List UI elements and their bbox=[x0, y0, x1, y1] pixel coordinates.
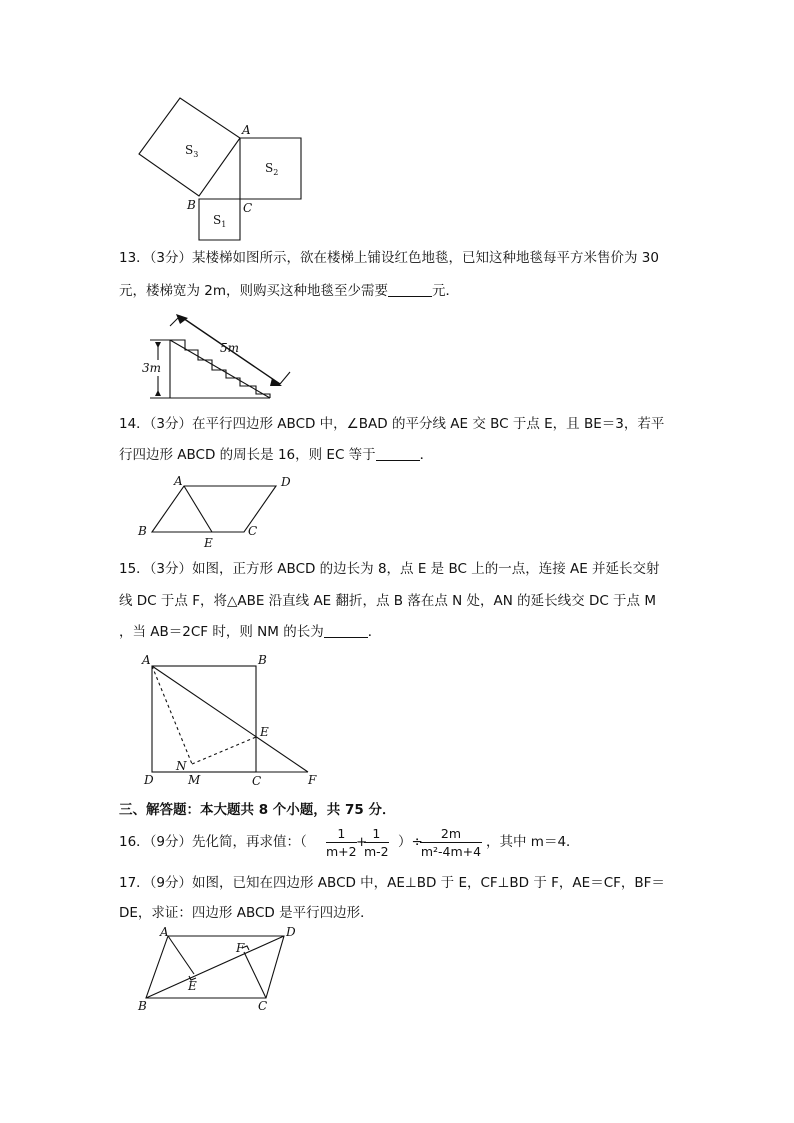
label-f: F bbox=[308, 773, 317, 787]
slope-label: 5m bbox=[220, 341, 240, 355]
label-f: F bbox=[236, 941, 245, 955]
q15-line1: 15．（3分）如图，正方形 ABCD 的边长为 8，点 E 是 BC 上的一点，连接 AE 并延长交射 bbox=[119, 561, 660, 577]
height-label: 3m bbox=[142, 361, 162, 375]
label-d: D bbox=[286, 925, 296, 939]
label-b: B bbox=[258, 653, 267, 667]
label-e: E bbox=[260, 725, 269, 739]
label-s2: $S_2$ bbox=[265, 161, 279, 177]
q16-divide: ）÷ bbox=[398, 834, 423, 850]
q15-line3: ，当 AB＝2CF 时，则 NM 的长为 ． bbox=[119, 624, 382, 640]
q16-suffix: ，其中 m＝4． bbox=[486, 834, 580, 850]
label-c: C bbox=[243, 201, 253, 215]
q13-line2: 元，楼梯宽为 2m，则购买这种地毯至少需要 元． bbox=[119, 283, 460, 299]
label-s3: $S_3$ bbox=[185, 143, 199, 159]
answer-blank bbox=[376, 447, 420, 461]
label-b: B bbox=[138, 524, 147, 538]
label-m: M bbox=[188, 773, 201, 787]
quadrilateral-figure bbox=[132, 924, 312, 1016]
label-e: E bbox=[188, 979, 197, 993]
answer-blank bbox=[324, 624, 368, 638]
q17-line1: 17．（9分）如图，已知在四边形 ABCD 中，AE⊥BD 于 E，CF⊥BD 于 F，AE＝CF，BF＝ bbox=[119, 875, 665, 891]
label-e: E bbox=[204, 536, 213, 550]
label-n: N bbox=[176, 759, 187, 773]
label-c: C bbox=[258, 999, 268, 1013]
q16-prefix: 16．（9分）先化简，再求值：（ bbox=[119, 834, 307, 850]
staircase-figure bbox=[140, 312, 300, 404]
label-b: B bbox=[138, 999, 147, 1013]
label-a: A bbox=[142, 653, 151, 667]
parallelogram-figure bbox=[134, 472, 304, 552]
fraction-2: $\frac{1}{m-2}$ bbox=[364, 826, 389, 859]
fraction-1: $\frac{1}{m+2}$ bbox=[326, 826, 357, 859]
label-a: A bbox=[160, 925, 169, 939]
pythagoras-squares-figure bbox=[130, 92, 310, 242]
label-b: B bbox=[187, 198, 196, 212]
label-d: D bbox=[281, 475, 291, 489]
section-title: 三、解答题：本大题共 8 个小题，共 75 分． bbox=[119, 802, 396, 818]
q15-line2: 线 DC 于点 F，将△ABE 沿直线 AE 翻折，点 B 落在点 N 处，AN 的延长线交 DC 于点 M bbox=[119, 593, 656, 609]
label-a: A bbox=[242, 123, 251, 137]
fraction-3: $\frac{2m}{\text{m²-4m+4}}$ bbox=[420, 826, 482, 859]
q13-line1: 13．（3分）某楼梯如图所示，欲在楼梯上铺设红色地毯，已知这种地毯每平方米售价为 30 bbox=[119, 250, 659, 266]
label-s1: $S_1$ bbox=[213, 213, 227, 229]
answer-blank bbox=[388, 283, 432, 297]
label-c: C bbox=[248, 524, 258, 538]
square-fold-figure bbox=[140, 652, 330, 792]
label-d: D bbox=[144, 773, 154, 787]
q14-line1: 14．（3分）在平行四边形 ABCD 中，∠BAD 的平分线 AE 交 BC 于点 E，且 BE＝3，若平 bbox=[119, 416, 665, 432]
q14-line2: 行四边形 ABCD 的周长是 16，则 EC 等于 ． bbox=[119, 447, 434, 463]
label-c: C bbox=[252, 774, 262, 788]
plus-sign: + bbox=[356, 834, 368, 850]
label-a: A bbox=[174, 474, 183, 488]
q17-line2: DE，求证：四边形 ABCD 是平行四边形． bbox=[119, 905, 374, 921]
